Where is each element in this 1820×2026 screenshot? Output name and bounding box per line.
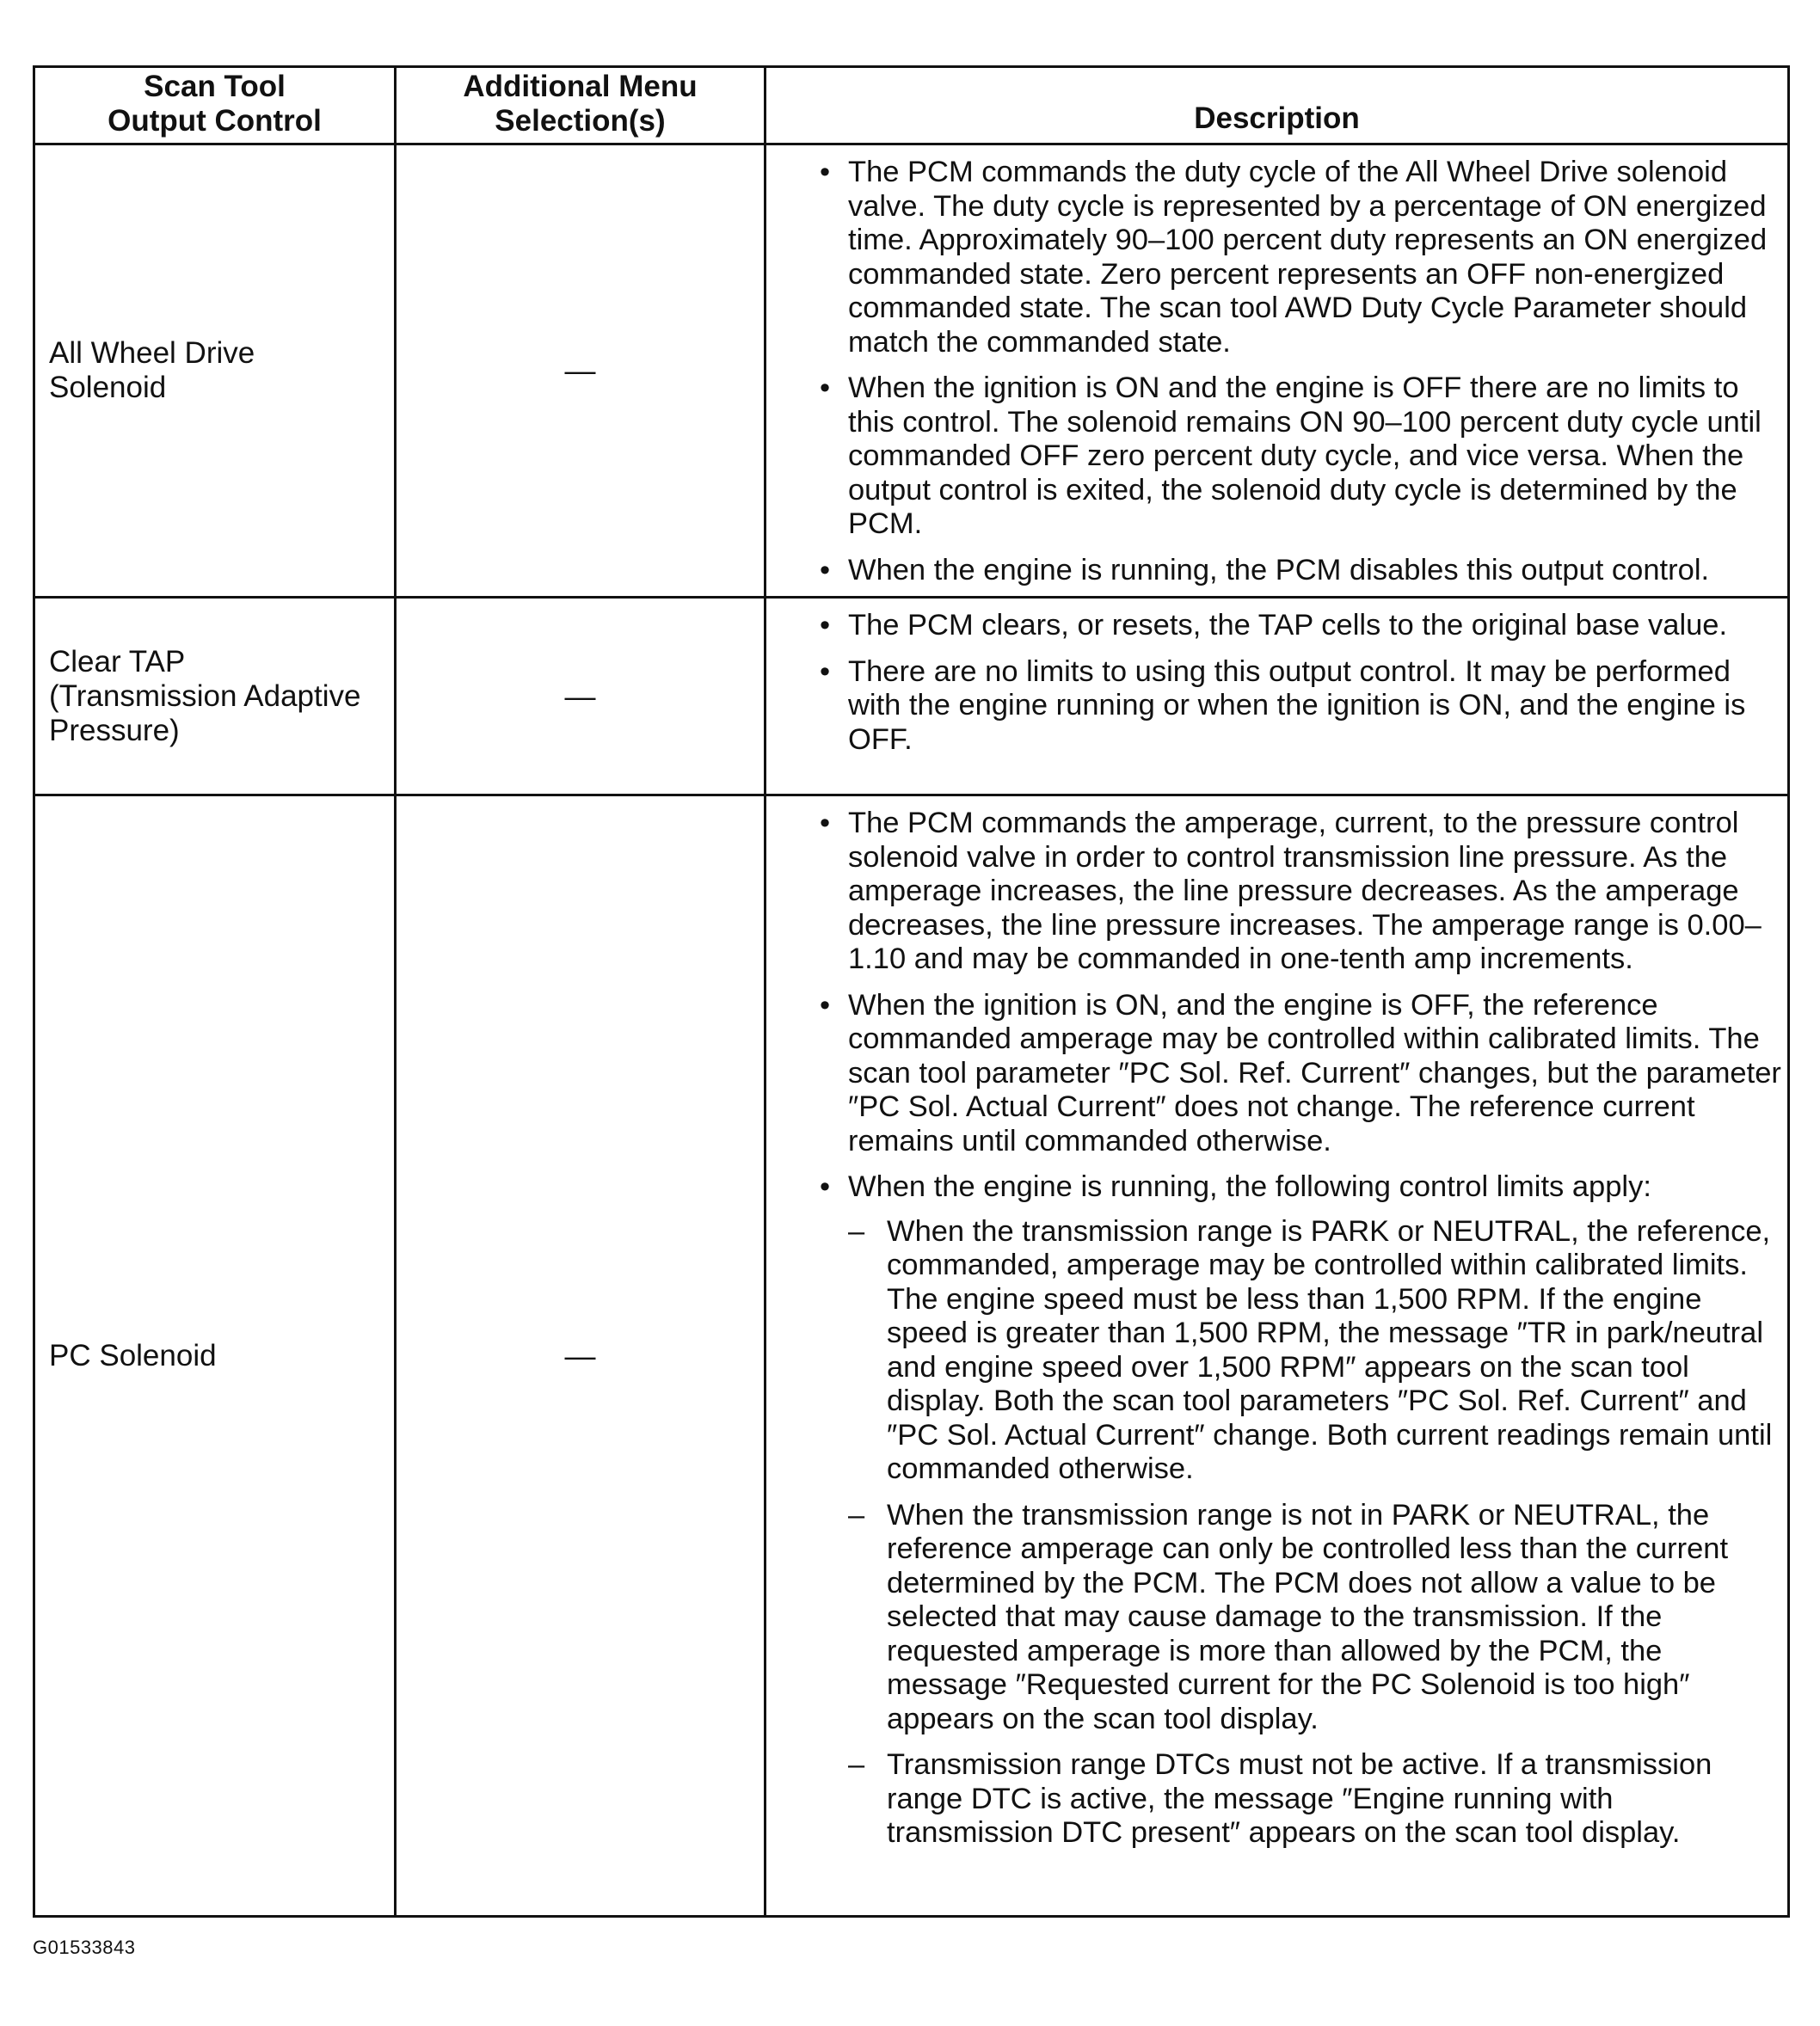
dash-icon: – [848, 1748, 865, 1781]
control-name: PC Solenoid [49, 1338, 217, 1372]
table-row-awd-solenoid [34, 144, 1789, 598]
menu-selection: — [564, 353, 596, 388]
control-name-cell [34, 598, 396, 795]
bullet-text: When the ignition is ON, and the engine is OFF, the reference commanded amperage may be controlled within calibrated limits. The scan tool parameter ″PC Sol. Ref. Current″ changes, but the parameter ″PC Sol. Actual Current″ does not change. The reference current remains until commanded otherwise. [848, 988, 1781, 1157]
menu-selection: — [564, 1337, 596, 1373]
bullet-text: When the ignition is ON and the engine is OFF there are no limits to this control. The solenoid remains ON 90–100 percent duty cycle until commanded OFF zero percent duty cycle, and vice versa. When the output control is exited, the solenoid duty cycle is determined by the PCM. [848, 371, 1762, 540]
bullet-text: The PCM commands the amperage, current, to the pressure control solenoid valve in order to control transmission line pressure. As the amperage increases, the line pressure decreases. As the amperage decreases, the line pressure increases. The amperage range is 0.00–1.10 and may be commanded in one-tenth amp increments. [848, 807, 1762, 975]
bullet-text: When the engine is running, the PCM disables this output control. [848, 553, 1710, 586]
sub-item-text: Transmission range DTCs must not be active. If a transmission range DTC is active, the message ″Engine running with transmission DTC present″ appears on the scan tool display. [887, 1748, 1712, 1849]
description-bullet [766, 1170, 1782, 1851]
description-bullets [766, 807, 1782, 1851]
description-bullet [766, 609, 1782, 643]
description-bullets [766, 156, 1782, 587]
description-bullet [766, 554, 1782, 588]
figure-id: G01533843 [33, 1937, 136, 1958]
description-bullet [766, 989, 1782, 1159]
menu-selection: — [564, 678, 596, 714]
header-row [34, 67, 1789, 144]
dash-icon: – [848, 1498, 865, 1532]
dash-icon: – [848, 1214, 865, 1248]
sub-item-text: When the transmission range is PARK or NEUTRAL, the reference, commanded, amperage may be controlled within calibrated limits. The engine speed must be less than 1,500 RPM. If the engine speed is greater than 1,500 RPM, the message ″TR in park/neutral and engine speed over 1,500 RPM″ appears on the scan tool display. Both the scan tool parameters ″PC Sol. Ref. Current″ and ″PC Sol. Actual Current″ change. Both current readings remain until commanded otherwise. [887, 1214, 1773, 1485]
bullet-text: When the engine is running, the following control limits apply: [848, 1170, 1651, 1203]
control-name: All Wheel Drive Solenoid [49, 336, 255, 404]
bullet-icon: • [820, 553, 831, 586]
bullet-icon: • [820, 156, 831, 188]
table-row-clear-tap [34, 598, 1789, 795]
bullet-text: The PCM clears, or resets, the TAP cells to the original base value. [848, 609, 1728, 642]
description-bullet [766, 371, 1782, 542]
description-bullet [766, 156, 1782, 359]
bullet-icon: • [820, 807, 831, 839]
control-name: Clear TAP (Transmission Adaptive Pressure) [49, 644, 361, 747]
menu-selection-cell [396, 795, 766, 1917]
sub-item-text: When the transmission range is not in PARK or NEUTRAL, the reference amperage can only be controlled less than the current determined by the PCM. The PCM does not allow a value to be selected that may cause damage to the transmission. If the requested amperage is more than allowed by the PCM, the message ″Requested current for the PC Solenoid is too high″ appears on the scan tool display. [887, 1498, 1729, 1735]
bullet-text: The PCM commands the duty cycle of the All Wheel Drive solenoid valve. The duty cycle is represented by a percentage of ON energized time. Approximately 90–100 percent duty represents an ON energized commanded state. Zero percent represents an OFF non-energized commanded state. The scan tool AWD Duty Cycle Parameter should match the commanded state. [848, 156, 1768, 359]
description-bullet [766, 807, 1782, 977]
description-cell [766, 144, 1789, 598]
bullet-icon: • [820, 988, 831, 1022]
header-col3-label: Description [1194, 101, 1360, 135]
description-sub-items [848, 1215, 1782, 1851]
menu-selection-cell [396, 144, 766, 598]
header-additional-menu-selections [396, 67, 766, 144]
bullet-icon: • [820, 654, 831, 688]
control-name-cell [34, 144, 396, 598]
control-name-cell [34, 795, 396, 1917]
description-cell [766, 795, 1789, 1917]
description-sub-item [848, 1748, 1782, 1851]
bullet-text: There are no limits to using this output control. It may be performed with the engine running or when the ignition is ON, and the engine is OFF. [848, 654, 1746, 756]
description-sub-item [848, 1215, 1782, 1487]
menu-selection-cell [396, 598, 766, 795]
bullet-icon: • [820, 609, 831, 642]
header-col2-label: Additional Menu Selection(s) [463, 70, 698, 138]
header-col1-label: Scan Tool Output Control [108, 70, 322, 138]
header-description [766, 67, 1789, 144]
description-bullet [766, 655, 1782, 758]
description-cell [766, 598, 1789, 795]
table-row-pc-solenoid [34, 795, 1789, 1917]
header-scan-tool-output-control [34, 67, 396, 144]
bullet-icon: • [820, 1170, 831, 1203]
output-control-table [33, 65, 1790, 1918]
description-bullets [766, 609, 1782, 757]
description-sub-item [848, 1499, 1782, 1737]
bullet-icon: • [820, 371, 831, 404]
